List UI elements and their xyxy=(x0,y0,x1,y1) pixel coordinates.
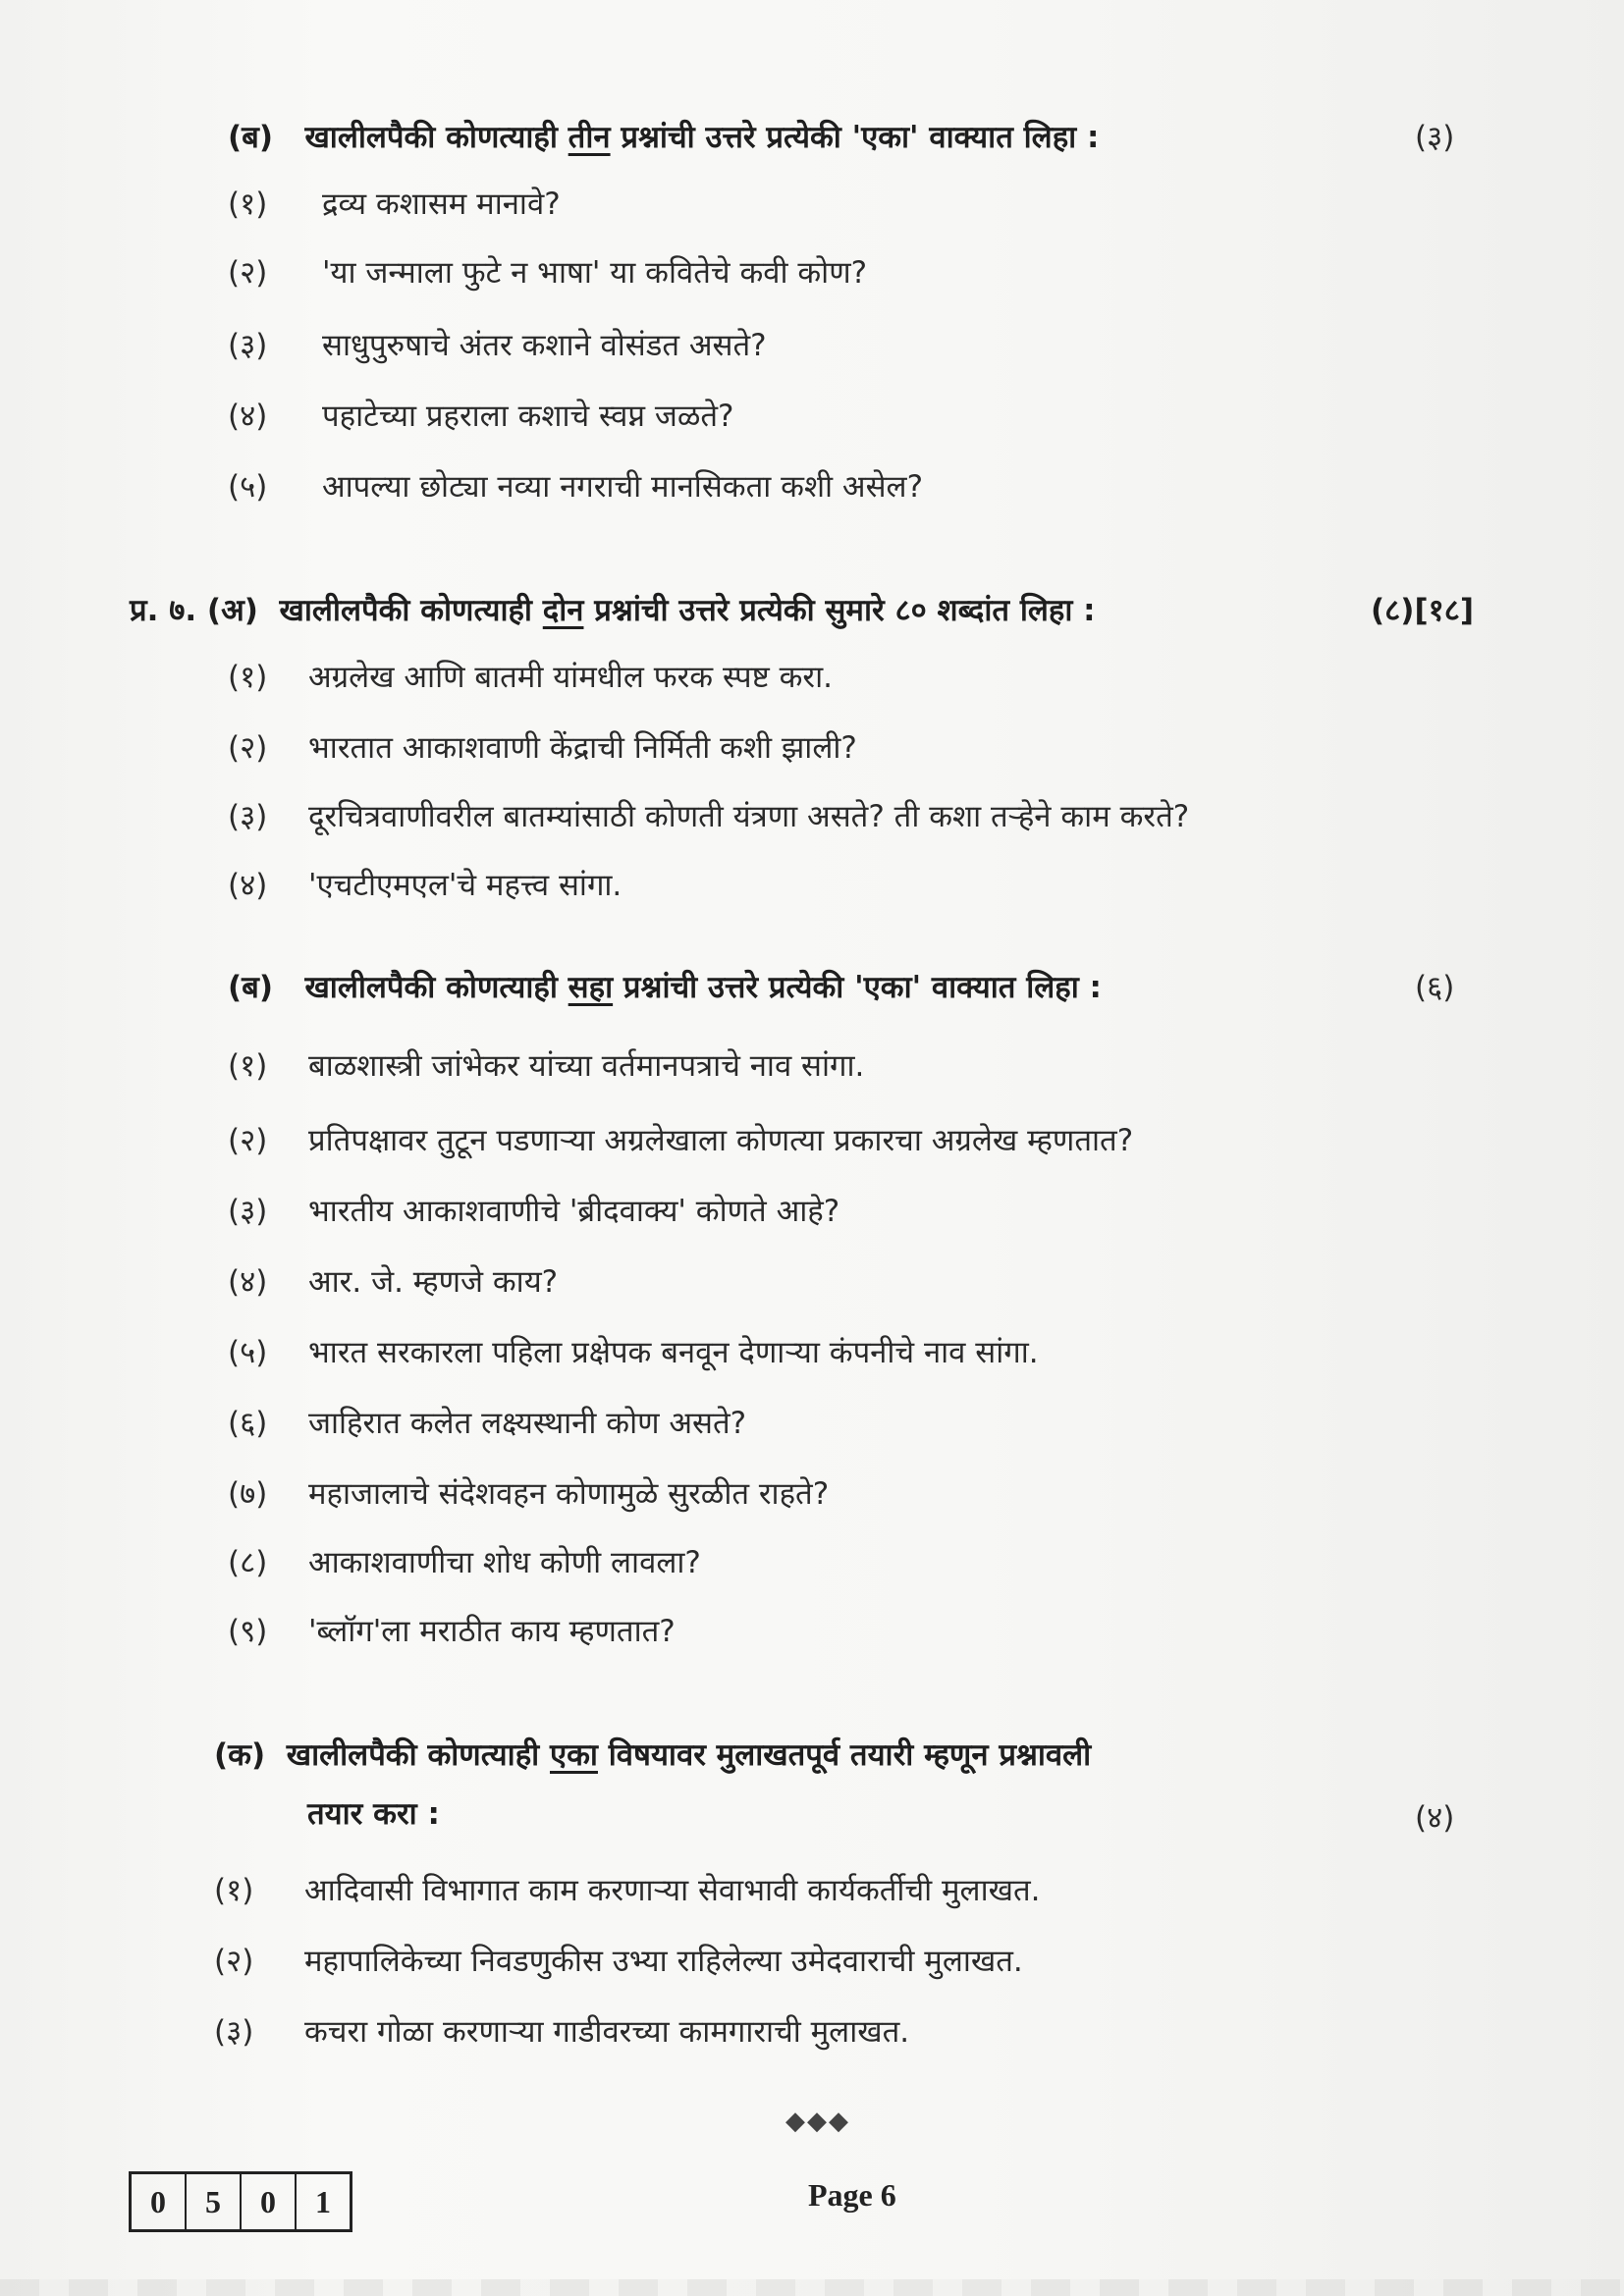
item-text: द्रव्य कशासम मानावे? xyxy=(322,187,561,222)
question-item xyxy=(228,465,923,508)
marks: (३) xyxy=(1415,120,1455,155)
item-number: (३) xyxy=(228,1194,268,1229)
item-number: (६) xyxy=(228,1406,268,1441)
question-7c-heading-line2: तयार करा : xyxy=(307,1796,440,1832)
item-text: कचरा गोळा करणाऱ्या गाडीवरच्या कामगाराची मुलाखत. xyxy=(304,2014,910,2050)
item-number: (२) xyxy=(228,255,268,291)
item-text: साधुपुरुषाचे अंतर कशाने वोसंडत असते? xyxy=(322,328,767,363)
item-text: भारतीय आकाशवाणीचे 'ब्रीदवाक्य' कोणते आहे? xyxy=(308,1194,840,1229)
question-item xyxy=(228,656,833,699)
item-number: (३) xyxy=(214,2014,254,2050)
item-number: (८) xyxy=(228,1545,268,1580)
item-text: पहाटेच्या प्रहराला कशाचे स्वप्न जळते? xyxy=(322,399,734,434)
prompt-text: विषयावर मुलाखतपूर्व तयारी म्हणून प्रश्नावली xyxy=(597,1737,1092,1773)
question-item xyxy=(228,864,622,907)
question-item xyxy=(214,2010,909,2054)
question-item xyxy=(228,1260,558,1304)
item-text: जाहिरात कलेत लक्ष्यस्थानी कोण असते? xyxy=(308,1406,747,1441)
marks: (८)[१८] xyxy=(1371,593,1475,628)
paper-code-box xyxy=(129,2171,352,2232)
prompt-text: खालीलपैकी कोणत्याही xyxy=(279,593,543,628)
item-number: (२) xyxy=(228,730,268,766)
item-text: आकाशवाणीचा शोध कोणी लावला? xyxy=(308,1545,701,1580)
item-number: (७) xyxy=(228,1476,268,1512)
item-text: भारत सरकारला पहिला प्रक्षेपक बनवून देणाऱ्या कंपनीचे नाव सांगा. xyxy=(308,1335,1039,1370)
page-number: Page 6 xyxy=(808,2177,896,2213)
scan-artifact-strip xyxy=(0,2279,1624,2296)
prompt-emphasis: एका xyxy=(549,1737,598,1773)
section-label: (अ) xyxy=(206,593,258,628)
prompt-text: प्रश्नांची उत्तरे प्रत्येकी सुमारे ८० शब्दांत लिहा : xyxy=(583,593,1096,628)
section-label: (क) xyxy=(214,1737,266,1773)
item-number: (२) xyxy=(228,1123,268,1158)
code-digit: 5 xyxy=(187,2174,242,2229)
question-item xyxy=(228,251,867,294)
item-text: अग्रलेख आणि बातमी यांमधील फरक स्पष्ट करा. xyxy=(308,660,833,695)
code-digit: 0 xyxy=(242,2174,297,2229)
end-of-section-diamonds: ◆◆◆ xyxy=(785,2107,850,2136)
item-number: (१) xyxy=(214,1873,254,1908)
item-text: भारतात आकाशवाणी केंद्राची निर्मिती कशी झाली? xyxy=(308,730,857,766)
item-text: महाजालाचे संदेशवहन कोणामुळे सुरळीत राहते? xyxy=(308,1476,830,1512)
item-text: आदिवासी विभागात काम करणाऱ्या सेवाभावी कार्यकर्तीची मुलाखत. xyxy=(304,1873,1041,1908)
item-number: (५) xyxy=(228,1335,268,1370)
question-7b-heading xyxy=(228,966,1102,1009)
item-text: 'ब्लॉग'ला मराठीत काय म्हणतात? xyxy=(308,1614,676,1649)
item-number: (४) xyxy=(228,399,268,434)
marks: (४) xyxy=(1415,1800,1455,1836)
question-item xyxy=(228,1119,1133,1162)
question-item xyxy=(228,1044,864,1088)
item-number: (३) xyxy=(228,328,268,363)
question-item xyxy=(228,1541,701,1584)
prompt-text: खालीलपैकी कोणत्याही xyxy=(286,1737,550,1773)
item-text: दूरचित्रवाणीवरील बातम्यांसाठी कोणती यंत्रणा असते? ती कशा तऱ्हेने काम करते? xyxy=(308,799,1190,834)
item-number: (५) xyxy=(228,469,268,505)
question-item xyxy=(214,1869,1041,1912)
item-text: प्रतिपक्षावर तुटून पडणाऱ्या अग्रलेखाला कोणत्या प्रकारचा अग्रलेख म्हणतात? xyxy=(308,1123,1134,1158)
marks: (६) xyxy=(1415,970,1455,1005)
code-digit: 1 xyxy=(315,2183,331,2219)
prompt-emphasis: सहा xyxy=(568,970,614,1005)
question-item xyxy=(228,1472,829,1516)
code-digit: 0 xyxy=(132,2174,187,2229)
prompt-emphasis: दोन xyxy=(542,593,584,628)
question-item xyxy=(228,1331,1039,1374)
question-item xyxy=(228,1610,676,1653)
section-label: (ब) xyxy=(228,120,274,155)
item-text: 'या जन्माला फुटे न भाषा' या कवितेचे कवी कोण? xyxy=(322,255,868,291)
item-number: (४) xyxy=(228,868,268,903)
prompt-text: खालीलपैकी कोणत्याही xyxy=(304,120,568,155)
question-7c-heading xyxy=(214,1734,1091,1777)
question-item xyxy=(214,1940,1023,1983)
item-text: आर. जे. म्हणजे काय? xyxy=(308,1264,559,1300)
question-item xyxy=(228,1402,746,1445)
item-text: महापालिकेच्या निवडणुकीस उभ्या राहिलेल्या उमेदवाराची मुलाखत. xyxy=(304,1944,1023,1979)
question-number: प्र. ७. xyxy=(130,593,197,628)
item-number: (३) xyxy=(228,799,268,834)
item-number: (१) xyxy=(228,1048,268,1084)
question-item xyxy=(228,795,1189,838)
prompt-text: प्रश्नांची उत्तरे प्रत्येकी 'एका' वाक्यात लिहा : xyxy=(610,120,1100,155)
prompt-text: खालीलपैकी कोणत्याही xyxy=(304,970,568,1005)
section-b1-heading xyxy=(228,116,1099,159)
item-text: आपल्या छोट्या नव्या नगराची मानसिकता कशी असेल? xyxy=(322,469,924,505)
question-item xyxy=(228,1190,839,1233)
question-item xyxy=(228,395,734,438)
item-text: 'एचटीएमएल'चे महत्त्व सांगा. xyxy=(308,868,623,903)
section-label: (ब) xyxy=(228,970,274,1005)
item-number: (९) xyxy=(228,1614,268,1649)
question-7a-heading xyxy=(130,589,1096,632)
item-text: बाळशास्त्री जांभेकर यांच्या वर्तमानपत्राचे नाव सांगा. xyxy=(308,1048,865,1084)
prompt-emphasis: तीन xyxy=(568,120,611,155)
item-number: (१) xyxy=(228,660,268,695)
item-number: (२) xyxy=(214,1944,254,1979)
item-number: (१) xyxy=(228,187,268,222)
prompt-text: प्रश्नांची उत्तरे प्रत्येकी 'एका' वाक्यात लिहा : xyxy=(613,970,1102,1005)
question-item xyxy=(228,183,561,226)
item-number: (४) xyxy=(228,1264,268,1300)
question-item xyxy=(228,726,857,770)
question-item xyxy=(228,324,767,367)
